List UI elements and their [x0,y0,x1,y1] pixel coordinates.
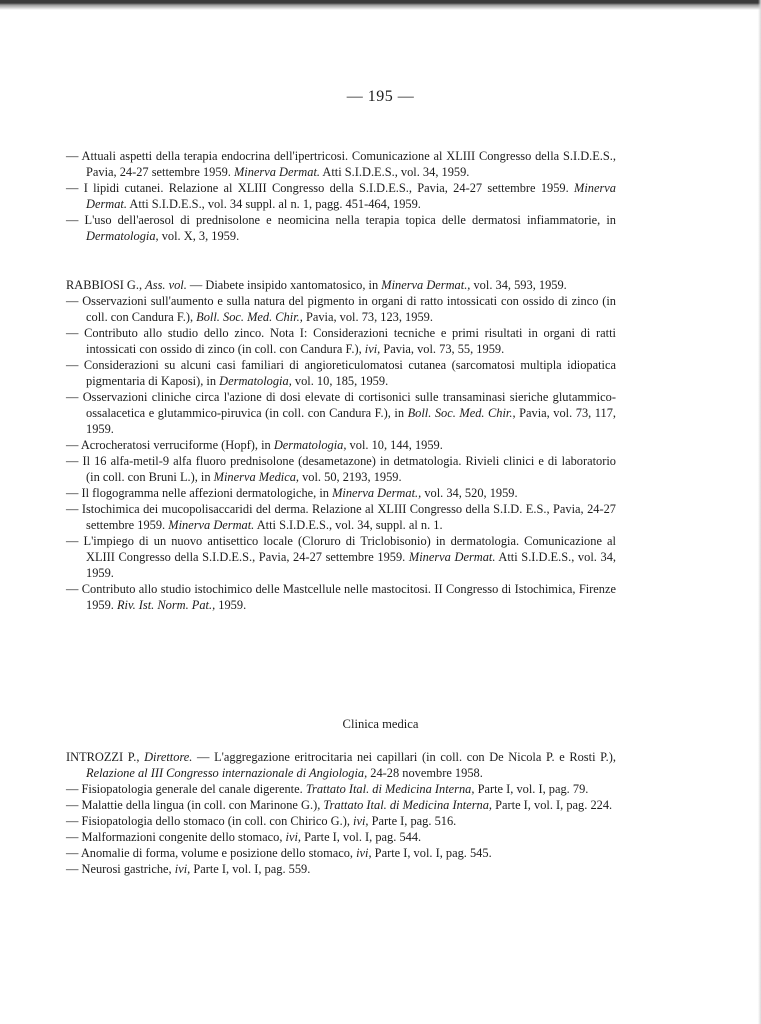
entry-italic-text: Minerva Dermat., [332,486,422,500]
entry-text: vol. 10, 185, 1959. [291,374,389,388]
bibliography-entry [66,437,616,453]
bibliography-entry [66,845,616,861]
entry-text: Attuali aspetti della terapia endocrina dell'ipertricosi. Comunicazione al XLIII Congresso della S.I.D.E.S., Pavia, 24-27 settembre 1959. [81,149,616,179]
entry-text: Acrocheratosi verruciforme (Hopf), in [80,438,274,452]
entry-text: INTROZZI P., [66,750,145,764]
bibliography-entry [66,797,616,813]
entry-italic-text: Minerva Dermat. [233,165,320,179]
entry-text: Pavia, vol. 73, 117, 1959. [86,406,617,436]
entry-italic-text: Minerva Dermat., [381,278,471,292]
entry-italic-text: Minerva Medica, [213,470,299,484]
entry-text: 24-28 novembre 1958. [367,766,483,780]
bibliography-entry [66,781,616,797]
entry-italic-text: ivi, [356,846,372,860]
entry-dash: — [66,149,79,163]
entry-text: Parte I, vol. I, pag. 559. [190,862,311,876]
entry-dash: — [66,846,79,860]
entry-text: Osservazioni cliniche circa l'azione di dosi elevate di cortisonici sulle transaminasi sieriche glutammico-ossalacetica e glutammico-piruvica (in coll. con Candura F.), in [82,390,616,420]
entry-dash: — [66,502,79,516]
bibliography-entry [66,533,616,581]
bibliography-entry [66,293,616,325]
entry-text: Malattie della lingua (in coll. con Marinone G.), [81,798,324,812]
entry-italic-text: Ass. vol. [145,278,187,292]
entry-text: L'impiego di un nuovo antisettico locale (Cloruro di Triclobisonio) in dermatologia. Comunicazione al XLIII Congresso della S.I.D.E.S., Pavia, 24-27 settembre 1959. [83,534,616,564]
bibliography-entry [66,453,616,485]
entry-italic-text: Relazione al III Congresso internazionale di Angiologia, [86,766,368,780]
entry-text: Parte I, vol. I, pag. 224. [492,798,613,812]
entry-italic-text: Trattato Ital. di Medicina Interna, [323,798,493,812]
entry-dash: — [66,390,79,404]
entry-text: Atti S.I.D.E.S., vol. 34, suppl. al n. 1. [254,518,443,532]
bibliography-entry [66,148,616,180]
entry-dash: — [66,862,79,876]
entry-dash: — [66,454,79,468]
entry-italic-text: Dermatologia, [219,374,292,388]
bibliography-entry [66,861,616,877]
entry-dash: — [66,326,79,340]
bibliography-entry [66,581,616,613]
entry-text: Istochimica dei mucopolisaccaridi del derma. Relazione al XLIII Congresso della S.I.D. E.S., Pavia, 24-27 settembre 1959. [81,502,616,532]
entry-text: vol. 34, 593, 1959. [470,278,567,292]
entry-text: Pavia, vol. 73, 123, 1959. [302,310,433,324]
entry-text: Malformazioni congenite dello stomaco, [81,830,286,844]
entry-text: 1959. [215,598,247,612]
entry-dash: — [66,814,79,828]
entry-italic-text: ivi, [174,862,191,876]
entry-text: Osservazioni sull'aumento e sulla natura del pigmento in organi di ratto intossicati con ossido di zinco (in coll. con Candura F.), [82,294,616,324]
entry-italic-text: Boll. Soc. Med. Chir., [196,310,303,324]
entry-italic-text: Minerva Dermat. [168,518,255,532]
entry-dash: — [66,294,79,308]
entry-text: Parte I, pag. 516. [368,814,457,828]
entry-italic-text: Riv. Ist. Norm. Pat., [116,598,216,612]
entry-italic-text: Trattato Ital. di Medicina Interna, [305,782,475,796]
entry-text: Parte I, vol. I, pag. 545. [371,846,492,860]
entry-text: Atti S.I.D.E.S., vol. 34, 1959. [86,550,616,580]
entry-dash: — [66,798,79,812]
entry-text: RABBIOSI G., [66,278,146,292]
entry-text: Atti S.I.D.E.S., vol. 34 suppl. al n. 1, pagg. 451-464, 1959. [126,197,421,211]
bibliography-entry [66,212,616,244]
scan-top-edge [0,0,761,10]
bibliography-entry [66,389,616,437]
entry-text: vol. 10, 144, 1959. [346,438,443,452]
bibliography-entry [66,357,616,389]
section-heading: Clinica medica [342,717,419,731]
entry-text: vol. 50, 2193, 1959. [299,470,402,484]
entry-dash: — [66,582,79,596]
entry-text: — L'aggregazione eritrocitaria nei capillari (in coll. con De Nicola P. e Rosti P.), [192,750,616,764]
bibliography-entry [66,180,616,212]
page-number: — 195 — [346,88,415,105]
entry-text: I lipidi cutanei. Relazione al XLIII Congresso della S.I.D.E.S., Pavia, 24-27 settembre 1959. [83,181,574,195]
entry-italic-text: Direttore. [144,750,193,764]
entry-text: Fisiopatologia dello stomaco (in coll. con Chirico G.), [81,814,354,828]
entry-italic-text: Dermatologia, [86,229,159,243]
entry-text: Fisiopatologia generale del canale digerente. [81,782,306,796]
entry-text: Considerazioni su alcuni casi familiari di angioreticulomatosi cutanea (sarcomatosi multipla idiopatica pigmentaria di Kaposi), in [83,358,616,388]
bibliography-entry [66,485,616,501]
entry-text: Contributo allo studio dello zinco. Nota I: Considerazioni tecniche e primi risultati in organi di ratti intossicati con ossido di zinco (in coll. con Candura F.), [84,326,616,356]
bibliography-block-1 [66,148,616,244]
entry-dash: — [66,486,79,500]
entry-text: Il flogogramma nelle affezioni dermatologiche, in [81,486,333,500]
entry-dash: — [66,181,79,195]
bibliography-entry [66,501,616,533]
entry-text: Neurosi gastriche, [81,862,175,876]
entry-italic-text: ivi, [353,814,369,828]
entry-text: vol. 34, 520, 1959. [421,486,518,500]
entry-dash: — [66,534,79,548]
entry-italic-text: Dermatologia, [273,438,347,452]
entry-text: Anomalie di forma, volume e posizione dello stomaco, [80,846,357,860]
bibliography-block-introzzi [66,749,616,877]
entry-text: Parte I, vol. I, pag. 544. [301,830,422,844]
entry-text: L'uso dell'aerosol di prednisolone e neomicina nella terapia topica delle dermatosi infiammatorie, in [84,213,616,227]
entry-italic-text: Minerva Dermat. [408,550,496,564]
entry-italic-text: Minerva Dermat. [86,181,616,211]
bibliography-entry [66,325,616,357]
entry-text: Atti S.I.D.E.S., vol. 34, 1959. [320,165,470,179]
entry-text: Parte I, vol. I, pag. 79. [474,782,589,796]
entry-text: vol. X, 3, 1959. [158,229,240,243]
entry-text: Il 16 alfa-metil-9 alfa fluoro prednisolone (desametazone) in detmatologia. Rivieli clinici e di laboratorio (in coll. con Bruni L.), in [82,454,616,484]
entry-dash: — [66,782,79,796]
entry-italic-text: Boll. Soc. Med. Chir., [407,406,516,420]
entry-dash: — [66,830,79,844]
entry-dash: — [66,438,79,452]
entry-text: Contributo allo studio istochimico delle Mastcellule nelle mastocitosi. II Congresso di Istochimica, Firenze 1959. [81,582,616,612]
bibliography-entry [66,813,616,829]
bibliography-entry [66,277,616,293]
entry-text: — Diabete insipido xantomatosico, in [186,278,382,292]
entry-italic-text: ivi, [285,830,302,844]
entry-text: Pavia, vol. 73, 55, 1959. [380,342,505,356]
bibliography-block-rabbiosi [66,277,616,613]
bibliography-entry [66,829,616,845]
entry-italic-text: ivi, [364,342,381,356]
entry-dash: — [66,213,79,227]
entry-dash: — [66,358,79,372]
bibliography-entry [66,749,616,781]
